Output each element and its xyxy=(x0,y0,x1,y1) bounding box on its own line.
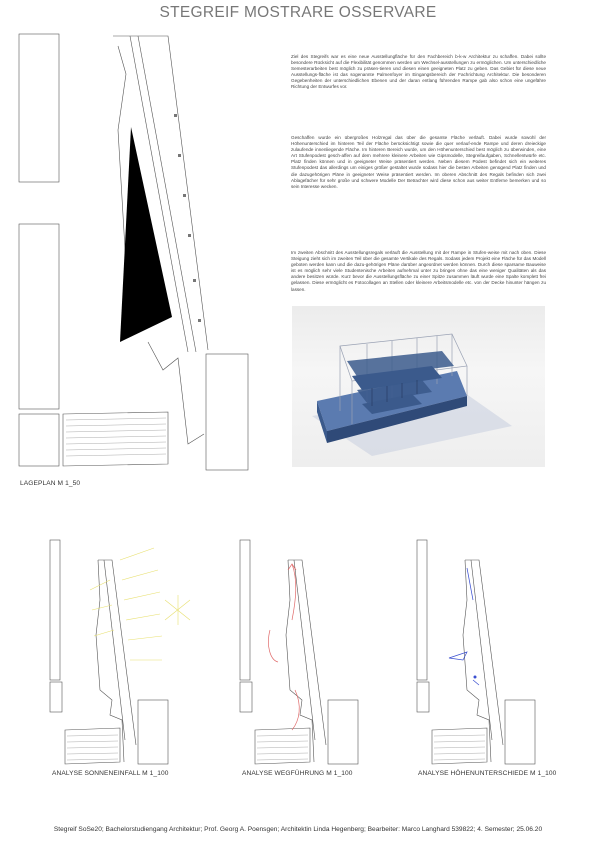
site-plan-caption: LAGEPLAN M 1_50 xyxy=(20,480,81,487)
footer-credits: Stegreif SoSe20; Bachelorstudiengang Architektur; Prof. Georg A. Poensgen; Architektin Linda Hegenberg; Bearbeiter: Marco Langhard 539822; 4. Semester; 25.06.20 xyxy=(53,826,543,833)
site-plan-drawing xyxy=(18,34,250,474)
analysis-path-caption: ANALYSE WEGFÜHRUNG M 1_100 xyxy=(242,770,353,777)
analysis-sun-drawing xyxy=(50,540,170,765)
building-block-middle xyxy=(19,224,59,409)
text-paragraph-3: Im zweiten Abschnitt des Ausstellungsregals verläuft die Ausstellung mit der Rampe in Stufen-weise mit nach oben. Diese Steigung zieht sich im zweiten Teil über die gesamte Vertikale des Regals. Sodass jedem Projekt eine Fläche für das Modell geboten werden kann und die dazu-gehörigen Pläne darüber angeordnet werden können. Durch diese sparsame Bauweise ist es möglich sehr viele Studentenische Arbeiten aufnehmal unter zu bringen ohne das eine weniger Qualitäten als das andere besitzen würde. Kurz bevor die Ausstellungsfläche zu einer Spitze zusammen läuft wurde eine Spalte komplett frei gelassen. Diese ermöglicht es Fotocollagen an Stellen oder kleinere Arbeitsmodelle etc. von der Decke hinunter hängen zu lassen. xyxy=(291,250,546,292)
text-paragraph-2: Geschaffen wurde ein übergroßes Holzregal das über die gesamte Fläche verläuft. Dabei wurde sowohl der Höhenunterschied im hinteren Teil der Fläche berücksichtigt sowie die quer verlauf-ende Rampe und deren dreieckige zulaufende innenliegende Fläche. Im hinteren Bereich wurde, um den Höhenunterschied best möglich zu überwinden, eine Art Stufenpodest gesch-affen auf dem mehrere kleinere Arbeiten wie Gipsmodelle, Stegreifaufgaben, Schnellentwürfe etc. Platz finden können und in geeigneter Weise präsentiert werden. Neben diesem Podest befindet sich ein weiteres Stufenpodest das allerdings um einiges größer gestaltet wurde sodass hier die besten Arbeiten genügend Platz finden und die dazugehörigen Pläne in geeigneter Weise präsentiert werden. Im oberen Abschnitt des Regals befinden sich zwei Ablagefächer für sehr große und schwere Modelle Der Betrachter wird diese schon aus weiter Entferne bemerken und so sein Interesse wecken. xyxy=(291,135,546,189)
text-paragraph-1: Ziel des Stegreifs war es eine neue Ausstellungfläche für den Fachbereich b-k-w Architektur zu schaffen. Dabei sollte besondere Rücksicht auf die Flexibilität genommen werden um Wechsel-ausstellungen zu ermöglichen. Um unterschiedliche Semesterarbeiten best möglich zu präsen-tieren und diesen einen geeigneten Platz zu geben. Das Gebiet für diese neue Ausstellungs-fläche ist das sogenannte Palmenfoyer im Eingangsbereich der Fachrichtung Architektur. Die besonderen Gegebenheiten der unterschiedlichen Ebenen und der daran entlang führenden Rampe gab also schon eine ungefähre Richtung der Entwurfes vor. xyxy=(291,54,546,90)
analysis-height-caption: ANALYSE HÖHENUNTERSCHIEDE M 1_100 xyxy=(418,770,557,777)
page-title: STEGREIF MOSTRARE OSSERVARE xyxy=(159,4,437,21)
stairs-outline xyxy=(63,412,168,466)
analysis-path-drawing xyxy=(240,540,360,765)
building-block-right xyxy=(206,354,248,470)
stair-connection xyxy=(148,342,204,444)
exhibition-shelf-plan xyxy=(120,127,172,342)
analysis-height-drawing xyxy=(417,540,537,765)
analysis-sun-caption: ANALYSE SONNENEINFALL M 1_100 xyxy=(52,770,169,777)
building-block-bottom xyxy=(19,414,59,466)
building-block-top xyxy=(19,34,59,182)
exhibition-render-image xyxy=(292,306,545,467)
